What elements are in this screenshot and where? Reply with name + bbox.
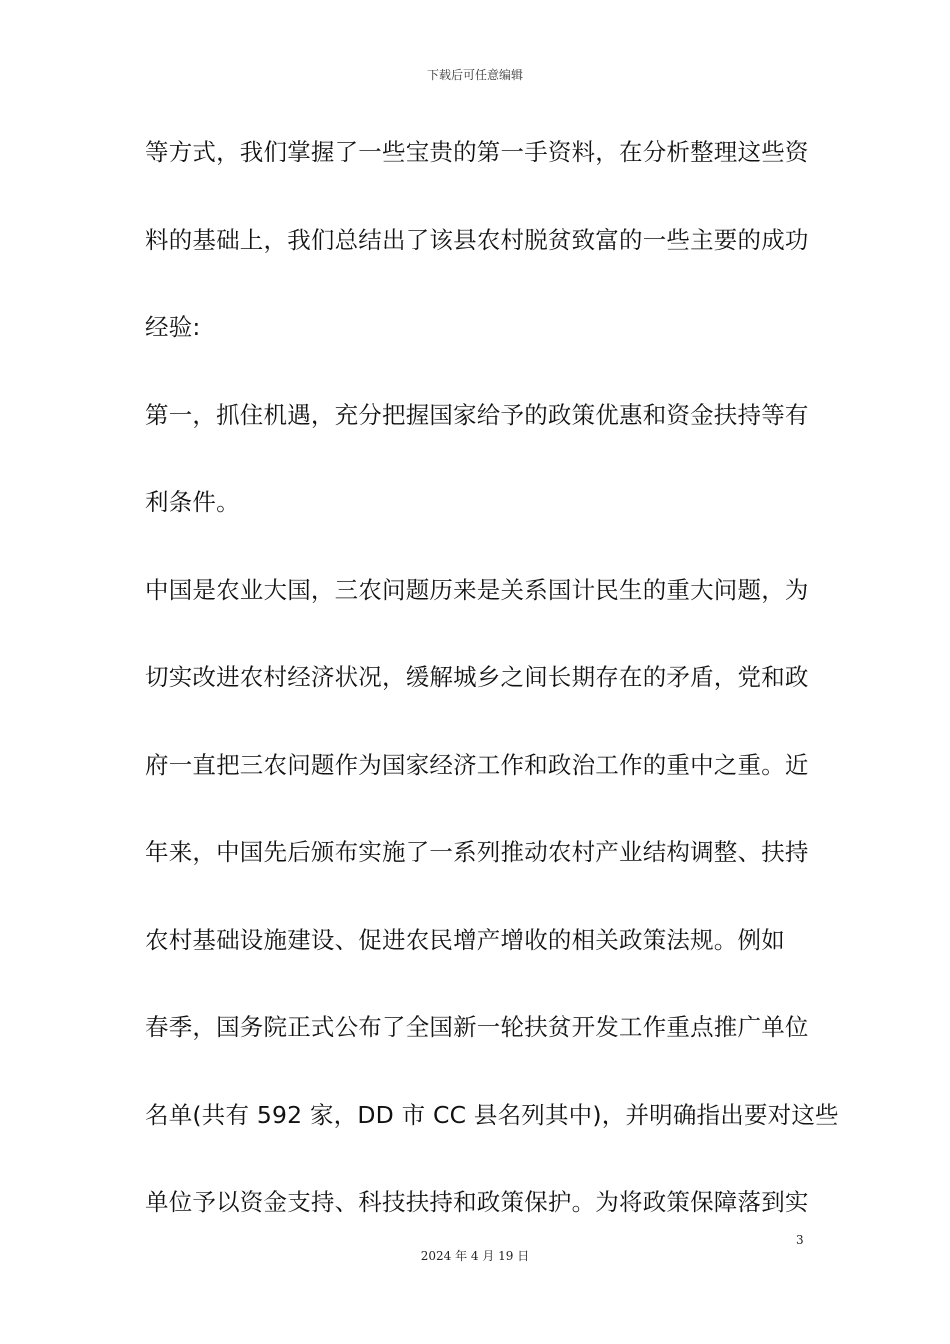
body-line: 中国是农业大国，三农问题历来是关系国计民生的重大问题，为	[145, 575, 809, 604]
body-line: 单位予以资金支持、科技扶持和政策保护。为将政策保障落到实	[145, 1188, 809, 1216]
body-line: 第一，抓住机遇，充分把握国家给予的政策优惠和资金扶持等有	[145, 400, 809, 429]
footer-date: 2024 年 4 月 19 日	[420, 1249, 530, 1263]
body-line: 料的基础上，我们总结出了该县农村脱贫致富的一些主要的成功	[145, 225, 809, 254]
body-line: 春季，国务院正式公布了全国新一轮扶贫开发工作重点推广单位	[145, 1013, 809, 1041]
body-line: 经验:	[145, 313, 201, 341]
body-line: 府一直把三农问题作为国家经济工作和政治工作的重中之重。近	[145, 750, 809, 779]
body-line: 等方式，我们掌握了一些宝贵的第一手资料，在分析整理这些资	[145, 138, 809, 166]
body-line: 切实改进农村经济状况，缓解城乡之间长期存在的矛盾，党和政	[145, 663, 809, 691]
body-line: 农村基础设施建设、促进农民增产增收的相关政策法规。例如	[145, 925, 785, 954]
body-line: 名单(共有 592 家，DD 市 CC 县名列其中)，并明确指出要对这些	[145, 1100, 839, 1129]
body-line: 利条件。	[145, 488, 240, 516]
body-line: 年来，中国先后颁布实施了一系列推动农村产业结构调整、扶持	[145, 838, 809, 866]
page-number: 3	[796, 1233, 804, 1247]
document-body	[145, 126, 839, 1264]
page-header: 下载后可任意编辑	[426, 68, 523, 82]
